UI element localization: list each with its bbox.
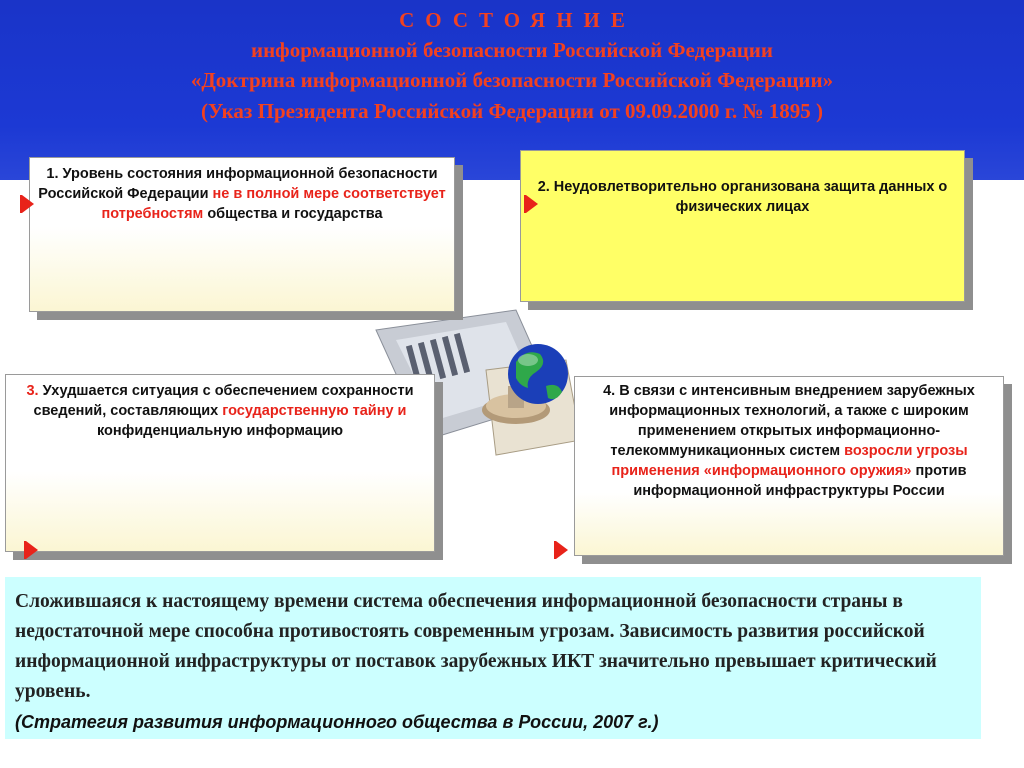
subtitle-line-3: (Указ Президента Российской Федерации от 09.09.2000 г. № 1895 )	[200, 99, 824, 123]
page-title: СОСТОЯНИЕ	[399, 8, 636, 32]
point-1-box	[29, 157, 455, 312]
point-3-text-c: конфиденциальную информацию	[96, 423, 344, 439]
conclusion-text: Сложившаяся к настоящему времени система обеспечения информационной безопасности страны в недостаточной мере способна противостоять современным угрозам. Зависимость развития российской информационной инфраструктуры от поставок зарубежных ИКТ значительно превышает критический уровень.	[15, 591, 937, 702]
subtitle-line-1: информационной безопасности Российской Федерации	[250, 38, 773, 62]
conclusion-citation: (Стратегия развития информационного общества в России, 2007 г.)	[15, 712, 659, 732]
arrow-icon	[26, 541, 38, 559]
point-1-highlight: не в полной мере соответствует потребностям	[101, 186, 446, 222]
point-1-text-a: 1. Уровень состояния информационной безопасности Российской Федерации	[38, 166, 438, 202]
subtitle-line-2: «Доктрина информационной безопасности Российской Федерации»	[190, 68, 834, 92]
point-4-text-a: 4. В связи с интенсивным внедрением зарубежных информационных технологий, а также с широким применением открытых информационно-телекоммуникационных систем	[603, 383, 975, 459]
conclusion-box	[5, 577, 981, 739]
point-4-highlight: возросли угрозы применения «информационного оружия»	[611, 443, 968, 479]
point-1-text-c: общества и государства	[203, 206, 383, 222]
point-4-box	[574, 376, 1004, 556]
point-3-highlight: государственную тайну и	[222, 403, 407, 419]
arrow-icon	[22, 195, 34, 213]
point-3-number: 3.	[26, 383, 39, 399]
point-3-text-a: Ухудшается ситуация с обеспечением сохранности сведений, составляющих	[33, 383, 414, 419]
point-2-box	[520, 150, 965, 302]
arrow-icon	[556, 541, 568, 559]
arrow-icon	[526, 195, 538, 213]
point-3-box	[5, 374, 435, 552]
point-2-text: 2. Неудовлетворительно организована защита данных о физических лицах	[537, 179, 948, 215]
point-4-text-c: против информационной инфраструктуры России	[633, 463, 967, 499]
